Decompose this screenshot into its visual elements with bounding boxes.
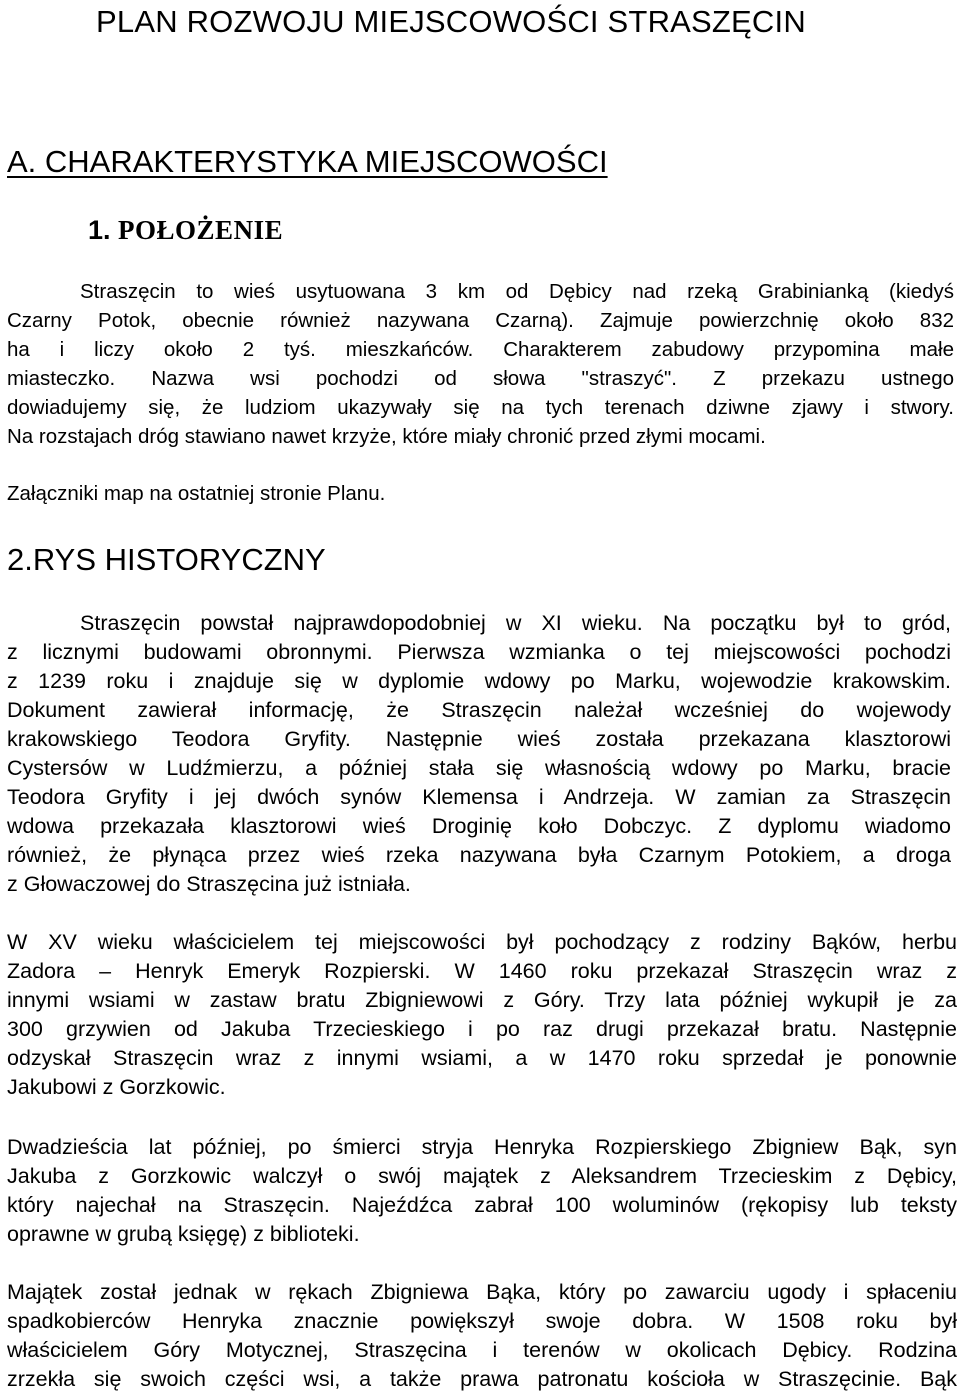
section-heading-characteristics: A. CHARAKTERYSTYKA MIEJSCOWOŚCI [7,144,608,179]
paragraph-line: również, że płynąca przez wieś rzeka nazywana była Czarnym Potokiem, a droga [7,843,951,867]
paragraph-line: spadkobierców Henryka znacznie powiększył swoje dobra. W 1508 roku był [7,1309,957,1333]
paragraph-line: Zadora – Henryk Emeryk Rozpierski. W 1460 roku przekazał Straszęcin wraz z [7,959,957,983]
paragraph-line: innymi wsiami w zastaw bratu Zbigniewowi z Góry. Trzy lata później wykupił je za [7,988,957,1012]
paragraph-line: z Głowaczowej do Straszęcina już istniała. [7,872,411,896]
paragraph-line: Cystersów w Ludźmierzu, a później stała się własnością wdowy po Marku, bracie [7,756,951,780]
paragraph-line: odzyskał Straszęcin wraz z innymi wsiami, a w 1470 roku sprzedał je ponownie [7,1046,957,1070]
paragraph-line: Straszęcin to wieś usytuowana 3 km od Dębicy nad rzeką Grabinianką (kiedyś [80,280,954,303]
paragraph-history-3 [7,1133,957,1249]
paragraph-line: krakowskiego Teodora Gryfity. Następnie wieś została przekazana klasztorowi [7,727,951,751]
paragraph-line: Teodora Gryfity i jej dwóch synów Klemensa i Andrzeja. W zamian za Straszęcin [7,785,951,809]
paragraph-line: Dokument zawierał informację, że Straszęcin należał wcześniej do wojewody [7,698,951,722]
paragraph-line: Czarny Potok, obecnie również nazywana Czarną). Zajmuje powierzchnię około 832 [7,309,954,332]
paragraph-line: W XV wieku właścicielem tej miejscowości był pochodzący z rodziny Bąków, herbu [7,930,957,954]
paragraph-line: z licznymi budowami obronnymi. Pierwsza wzmianka o tej miejscowości pochodzi [7,640,951,664]
paragraph-line: wdowa przekazała klasztorowi wieś Droginię koło Dobczyc. Z dyplomu wiadomo [7,814,951,838]
paragraph-line: 300 grzywien od Jakuba Trzecieskiego i po raz drugi przekazał bratu. Następnie [7,1017,957,1041]
paragraph-history-2 [7,928,957,1102]
paragraph-line: dowiadujemy się, że ludziom ukazywały się na tych terenach dziwne zjawy i stwory. [7,396,954,419]
paragraph-line: Na rozstajach dróg stawiano nawet krzyże, które miały chronić przed złymi mocami. [7,425,766,448]
paragraph-line: Majątek został jednak w rękach Zbigniewa Bąka, który po zawarciu ugody i spłaceniu [7,1280,957,1304]
attachments-note-text: Załączniki map na ostatniej stronie Planu. [7,482,386,505]
subsection-number: 1. [88,215,111,245]
document-title: PLAN ROZWOJU MIEJSCOWOŚCI STRASZĘCIN [96,4,806,39]
paragraph-line: Straszęcin powstał najprawdopodobniej w XI wieku. Na początku był to gród, [80,611,951,635]
subsection-title: POŁOŻENIE [118,215,284,245]
paragraph-line: miasteczko. Nazwa wsi pochodzi od słowa "straszyć". Z przekazu ustnego [7,367,954,390]
subsection-heading-location [88,212,283,248]
paragraph-history-1 [7,609,951,899]
paragraph-line: Dwadzieścia lat później, po śmierci stryja Henryka Rozpierskiego Zbigniew Bąk, syn [7,1135,957,1159]
paragraph-line: który najechał na Straszęcin. Najeźdźca zabrał 100 woluminów (rękopisy lub teksty [7,1193,957,1217]
paragraph-line: właścicielem Góry Motycznej, Straszęcina i terenów w okolicach Dębicy. Rodzina [7,1338,957,1362]
paragraph-line: Jakubowi z Gorzkowic. [7,1075,226,1099]
paragraph-history-4 [7,1278,957,1394]
paragraph-line: Jakuba z Gorzkowic walczył o swój majątek z Aleksandrem Trzecieskim z Dębicy, [7,1164,957,1188]
paragraph-line: z 1239 roku i znajduje się w dyplomie wdowy po Marku, wojewodzie krakowskim. [7,669,951,693]
paragraph-line: zrzekła się swoich części wsi, a także prawa patronatu kościoła w Straszęcinie. Bąk [7,1367,957,1391]
attachments-note [7,479,385,508]
subsection-heading-history: 2.RYS HISTORYCZNY [7,542,326,577]
paragraph-line: ha i liczy około 2 tyś. mieszkańców. Charakterem zabudowy przypomina małe [7,338,954,361]
paragraph-line: oprawne w grubą księgę) z biblioteki. [7,1222,360,1246]
paragraph-location [7,277,954,451]
